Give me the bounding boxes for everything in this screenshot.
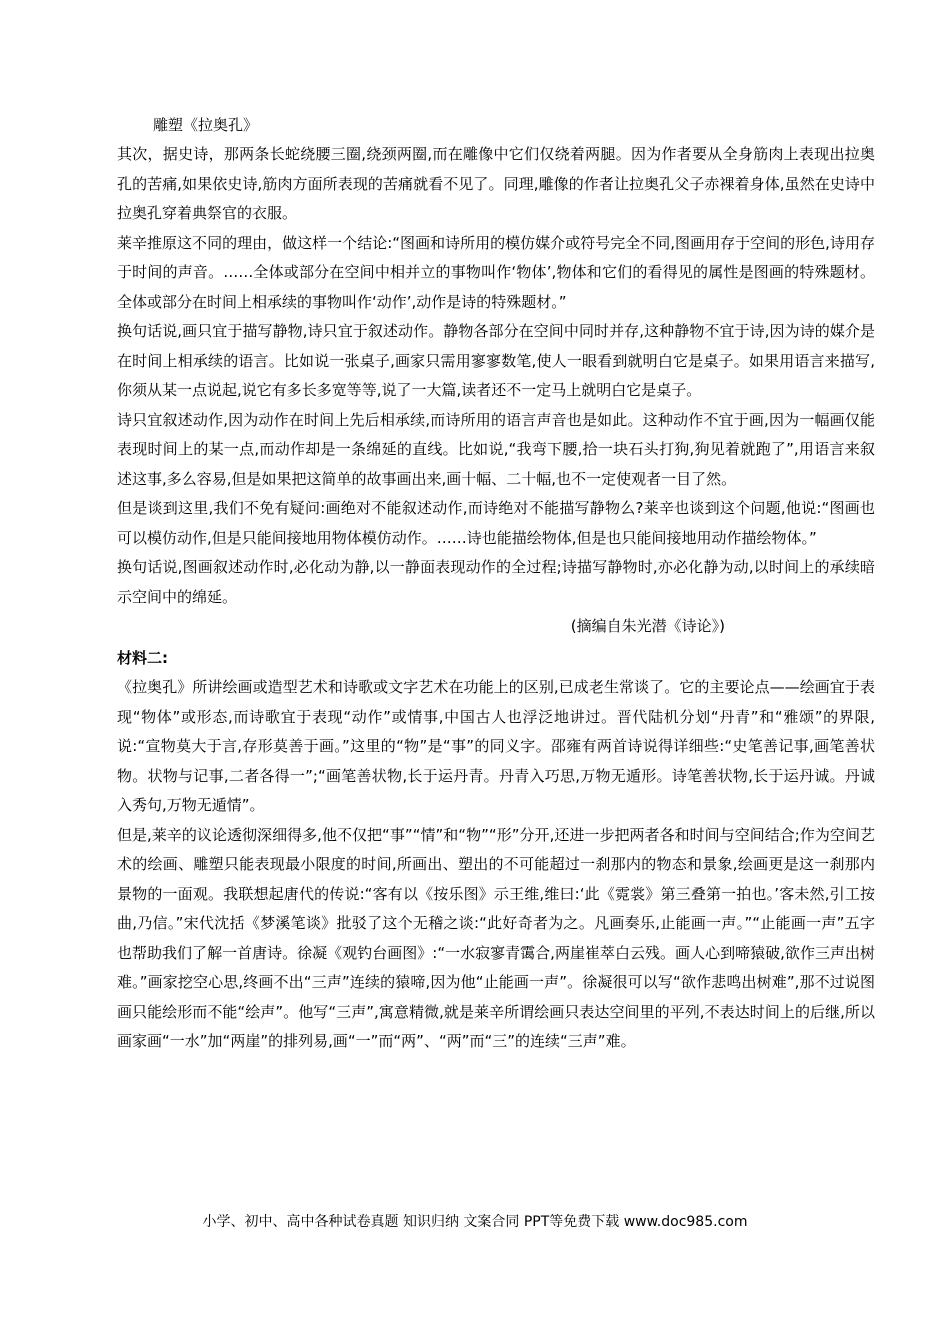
page-footer: 小学、初中、高中各种试卷真题 知识归纳 文案合同 PPT等免费下载 www.doc985.com (202, 1214, 748, 1230)
document-body (117, 112, 875, 1057)
source-citation: (摘编自朱光潜《诗论》) (570, 617, 725, 635)
paragraph: 换句话说,图画叙述动作时,必化动为静,以一静面表现动作的全过程;诗描写静物时,亦必化静为动,以时间上的承续暗示空间中的绵延。 (117, 558, 875, 606)
paragraph: 诗只宜叙述动作,因为动作在时间上先后相承续,而诗所用的语言声音也是如此。这种动作不宜于画,因为一幅画仅能表现时间上的某一点,而动作却是一条绵延的直线。比如说,“我弯下腰,拾一块石头打狗,狗见着就跑了”,用语言来叙述这事,多么容易,但是如果把这简单的故事画出来,画十幅、二十幅,也不一定使观者一目了然。 (117, 410, 875, 488)
paragraph: 其次，据史诗，那两条长蛇绕腰三圈,绕颈两圈,而在雕像中它们仅绕着两腿。因为作者要从全身筋肉上表现出拉奥孔的苦痛,如果依史诗,筋肉方面所表现的苦痛就看不见了。同理,雕像的作者让拉奥孔父子赤裸着身体,虽然在史诗中拉奥孔穿着典祭官的衣服。 (117, 145, 875, 222)
paragraph: 换句话说,画只宜于描写静物,诗只宜于叙述动作。静物各部分在空间中同时并存,这种静物不宜于诗,因为诗的媒介是在时间上相承续的语言。比如说一张桌子,画家只需用寥寥数笔,使人一眼看到就明白它是桌子。如果用语言来描写,你须从某一点说起,说它有多长多宽等等,说了一大篇,读者还不一定马上就明白它是桌子。 (117, 322, 875, 399)
paragraph: 但是谈到这里,我们不免有疑问:画绝对不能叙述动作,而诗绝对不能描写静物么?莱辛也谈到这个问题,他说:“图画也可以模仿动作,但是只能间接地用物体模仿动作。……诗也能描绘物体,但是也只能间接地用动作描绘物体。” (117, 499, 875, 547)
image-caption: 雕塑《拉奥孔》 (153, 116, 259, 134)
section-heading: 材料二: (117, 649, 168, 667)
paragraph: 但是,莱辛的议论透彻深细得多,他不仅把“事”“情”和“物”“形”分开,还进一步把两者各和时间与空间结合;作为空间艺术的绘画、雕塑只能表现最小限度的时间,所画出、塑出的不可能超过一刹那内的物态和景象,绘画更是这一刹那内景物的一面观。我联想起唐代的传说:“客有以《按乐图》示王维,维曰:‘此《霓裳》第三叠第一拍也。’客未然,引工按曲,乃信。”宋代沈括《梦溪笔谈》批驳了这个无稽之谈:“此好奇者为之。凡画奏乐,止能画一声。”“止能画一声”五字也帮助我们了解一首唐诗。徐凝《观钓台画图》:“一水寂寥青霭合,两崖崔萃白云残。画人心到啼猿破,欲作三声出树难。”画家挖空心思,终画不出“三声”连续的猿啼,因为他“止能画一声”。徐凝很可以写“欲作悲鸣出树难”,那不过说图画只能绘形而不能“绘声”。他写“三声”,寓意精微,就是莱辛所谓绘画只表达空间里的平列,不表达时间上的后继,所以画家画“一水”加“两崖”的排列易,画“一”而“两”、“两”而“三”的连续“三声”难。 (117, 825, 875, 1050)
paragraph: 莱辛推原这不同的理由，做这样一个结论:“图画和诗所用的模仿媒介或符号完全不同,图画用存于空间的形色,诗用存于时间的声音。……全体或部分在空间中相并立的事物叫作‘物体’,物体和它们的看得见的属性是图画的特殊题材。全体或部分在时间上相承续的事物叫作‘动作’,动作是诗的特殊题材。” (117, 233, 875, 311)
paragraph: 《拉奥孔》所讲绘画或造型艺术和诗歌或文字艺术在功能上的区别,已成老生常谈了。它的主要论点——绘画宜于表现“物体”或形态,而诗歌宜于表现“动作”或情事,中国古人也浮泛地讲过。晋代陆机分划“丹青”和“雅颂”的界限,说:“宣物莫大于言,存形莫善于画。”这里的“物”是“事”的同义字。邵雍有两首诗说得详细些:“史笔善记事,画笔善状物。状物与记事,二者各得一”;“画笔善状物,长于运丹青。丹青入巧思,万物无遁形。诗笔善状物,长于运丹诚。丹诚入秀句,万物无遁情”。 (117, 678, 875, 814)
